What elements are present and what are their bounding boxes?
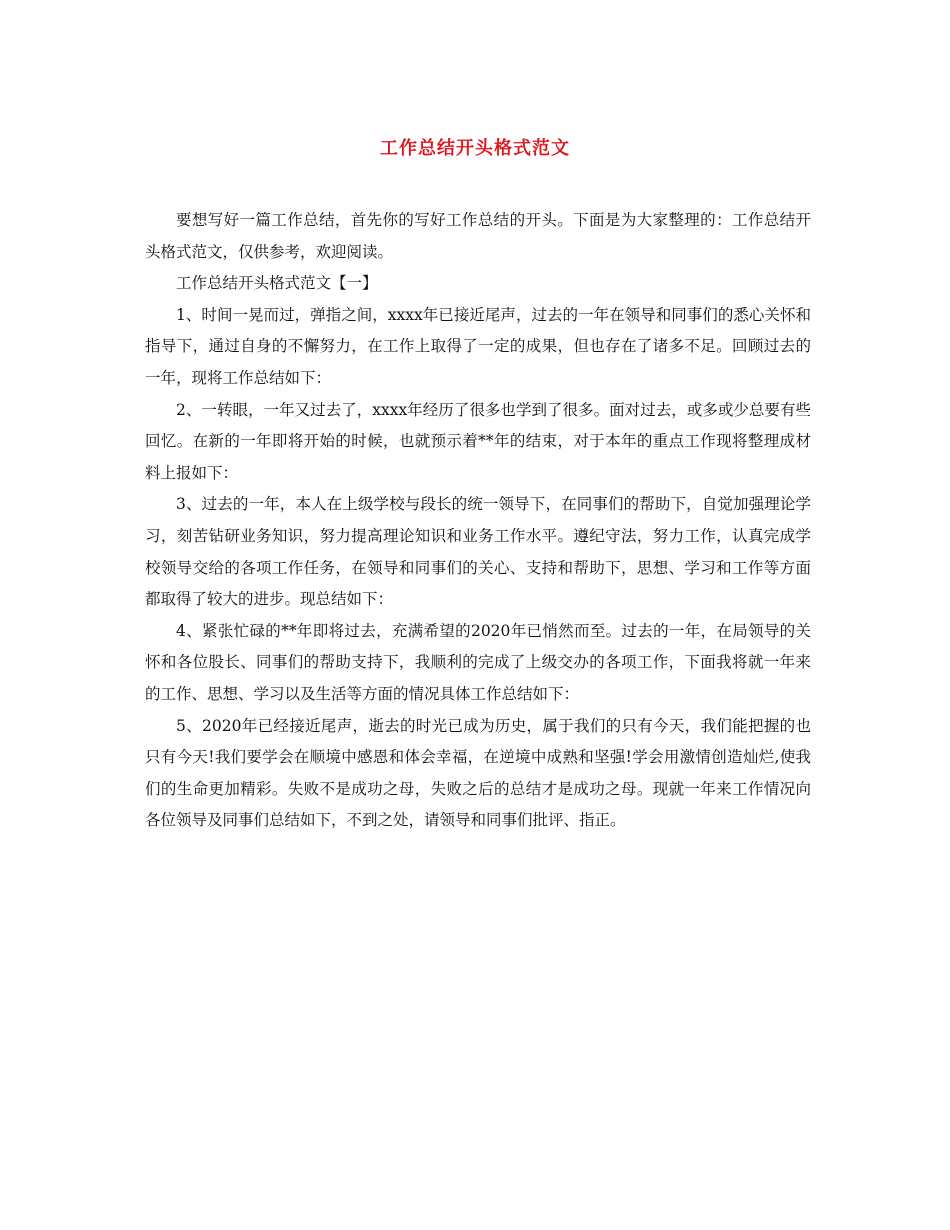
- paragraph-3: 3、过去的一年，本人在上级学校与段长的统一领导下，在同事们的帮助下，自觉加强理论学习，刻苦钻研业务知识，努力提高理论知识和业务工作水平。遵纪守法，努力工作，认真完成学校领导交给的各项工作任务，在领导和同事们的关心、支持和帮助下，思想、学习和工作等方面都取得了较大的进步。现总结如下：: [145, 495, 811, 609]
- paragraph-1: 1、时间一晃而过，弹指之间，xxxx年已接近尾声，过去的一年在领导和同事们的悉心关怀和指导下，通过自身的不懈努力，在工作上取得了一定的成果，但也存在了诸多不足。回顾过去的一年，现将工作总结如下：: [145, 305, 811, 387]
- paragraph-4: 4、紧张忙碌的**年即将过去，充满希望的2020年已悄然而至。过去的一年，在局领导的关怀和各位股长、同事们的帮助支持下，我顺利的完成了上级交办的各项工作，下面我将就一年来的工作、思想、学习以及生活等方面的情况具体工作总结如下：: [145, 621, 811, 703]
- document-body: [145, 205, 811, 837]
- document-title: 工作总结开头格式范文: [380, 138, 570, 159]
- intro-paragraph: 要想写好一篇工作总结，首先你的写好工作总结的开头。下面是为大家整理的：工作总结开头格式范文，仅供参考，欢迎阅读。: [145, 211, 811, 261]
- section-heading: 工作总结开头格式范文【一】: [176, 274, 378, 293]
- paragraph-5: 5、2020年已经接近尾声，逝去的时光已成为历史，属于我们的只有今天，我们能把握的也只有今天!我们要学会在顺境中感恩和体会幸福，在逆境中成熟和坚强!学会用激情创造灿烂,使我们的生命更加精彩。失败不是成功之母，失败之后的总结才是成功之母。现就一年来工作情况向各位领导及同事们总结如下，不到之处，请领导和同事们批评、指正。: [145, 716, 811, 830]
- paragraph-2: 2、一转眼，一年又过去了，xxxx年经历了很多也学到了很多。面对过去，或多或少总要有些回忆。在新的一年即将开始的时候，也就预示着**年的结束，对于本年的重点工作现将整理成材料上报如下：: [145, 400, 811, 482]
